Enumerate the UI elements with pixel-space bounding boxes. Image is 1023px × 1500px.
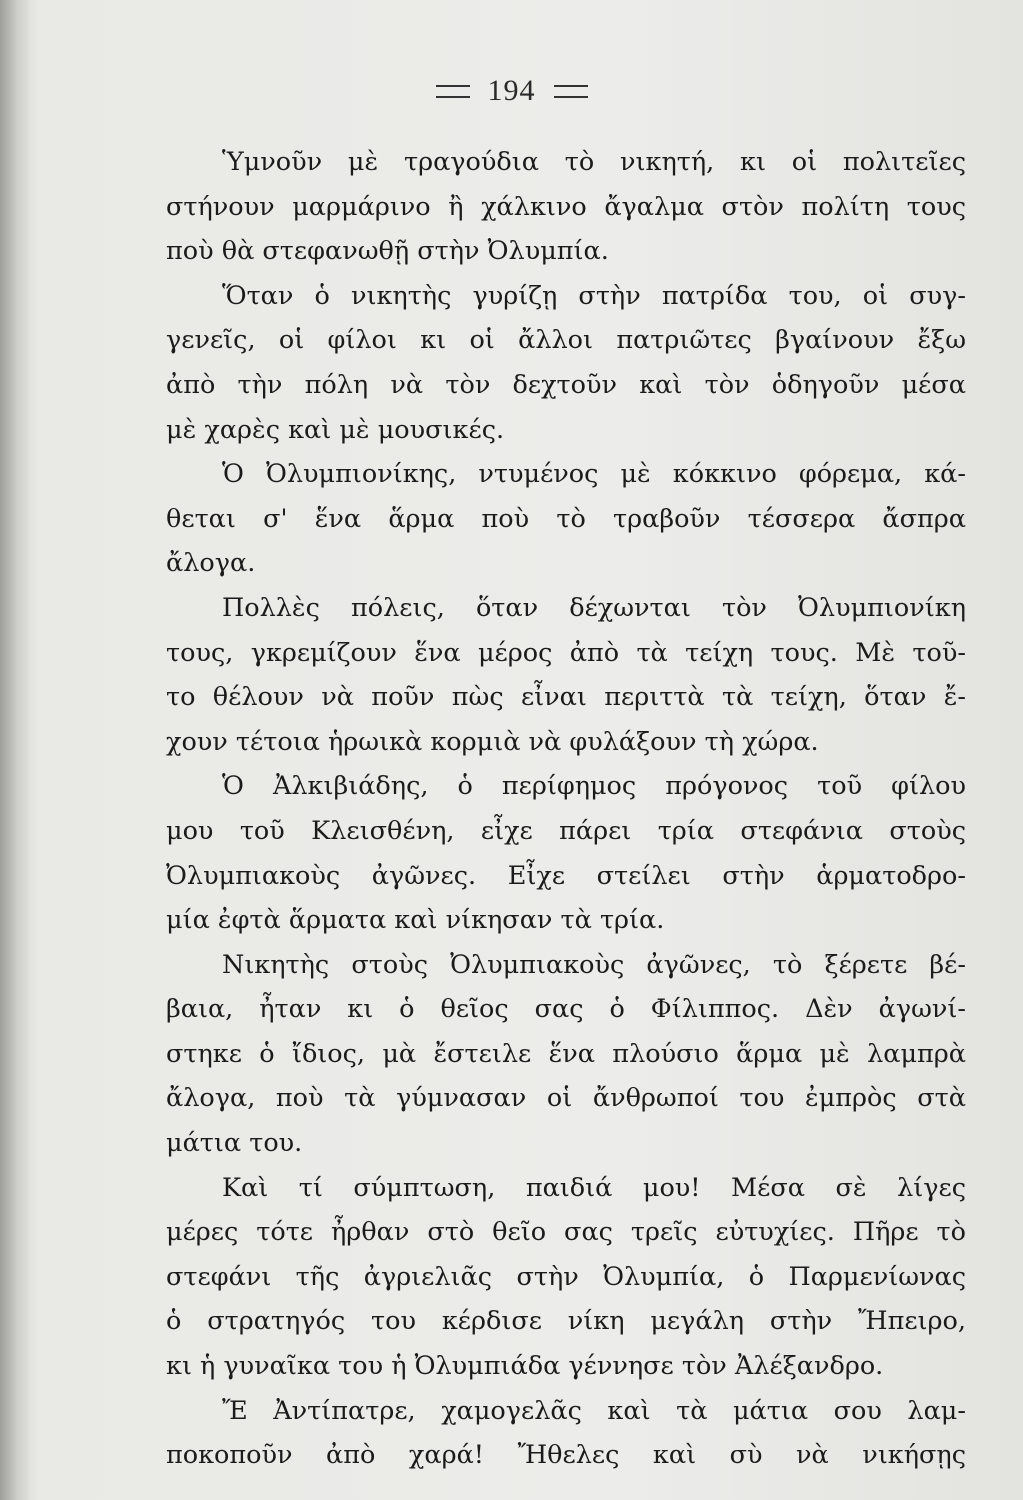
text-line: μου τοῦ Κλεισθένη, εἶχε πάρει τρία στεφάνια στοὺς	[166, 815, 966, 846]
text-line: Ὁ Ἀλκιβιάδης, ὁ περίφημος πρόγονος τοῦ φίλου	[222, 771, 966, 802]
text-line: χουν τέτοια ἡρωικὰ κορμιὰ νὰ φυλάξουν τὴ χώρα.	[166, 726, 819, 757]
page-number: 194	[487, 74, 536, 107]
text-line: Ὁ Ὀλυμπιονίκης, ντυμένος μὲ κόκκινο φόρεμα, κά-	[222, 459, 966, 490]
text-line: ποὺ θὰ στεφανωθῇ στὴν Ὀλυμπία.	[166, 236, 609, 267]
text-line: το θέλουν νὰ ποῦν πὼς εἶναι περιττὰ τὰ τείχη, ὅταν ἔ-	[166, 682, 966, 713]
double-rule-left	[436, 85, 470, 98]
text-line: Καὶ τί σύμπτωση, παιδιά μου! Μέσα σὲ λίγες	[222, 1172, 966, 1203]
text-line: Πολλὲς πόλεις, ὅταν δέχωνται τὸν Ὀλυμπιονίκη	[222, 592, 966, 623]
text-line: Ὀλυμπιακοὺς ἀγῶνες. Εἶχε στείλει στὴν ἁρματοδρο-	[166, 860, 966, 891]
text-line: στεφάνι τῆς ἀγριελιᾶς στὴν Ὀλυμπία, ὁ Παρμενίωνας	[166, 1261, 966, 1292]
text-line: ἄλογα, ποὺ τὰ γύμνασαν οἱ ἄνθρωποί του ἐμπρὸς στὰ	[166, 1083, 966, 1114]
text-line: μέρες τότε ἦρθαν στὸ θεῖο σας τρεῖς εὐτυχίες. Πῆρε τὸ	[166, 1217, 966, 1248]
text-line: ἀπὸ τὴν πόλη νὰ τὸν δεχτοῦν καὶ τὸν ὁδηγοῦν μέσα	[166, 369, 966, 400]
body-text	[166, 140, 966, 1478]
text-line: γενεῖς, οἱ φίλοι κι οἱ ἄλλοι πατριῶτες βγαίνουν ἔξω	[166, 325, 966, 356]
double-rule-right	[554, 85, 588, 98]
text-line: Ὅταν ὁ νικητὴς γυρίζῃ στὴν πατρίδα του, οἱ συγ-	[222, 280, 966, 311]
text-line: βαια, ἦταν κι ὁ θεῖος σας ὁ Φίλιππος. Δὲν ἀγωνί-	[166, 994, 966, 1025]
text-line: μὲ χαρὲς καὶ μὲ μουσικές.	[166, 414, 505, 445]
text-line: Ἔ Ἀντίπατρε, χαμογελᾶς καὶ τὰ μάτια σου λαμ-	[222, 1395, 966, 1426]
text-line: κι ἡ γυναῖκα του ἡ Ὀλυμπιάδα γέννησε τὸν Ἀλέξανδρο.	[166, 1351, 884, 1382]
text-line: τους, γκρεμίζουν ἕνα μέρος ἀπὸ τὰ τείχη τους. Μὲ τοῦ-	[166, 637, 966, 668]
text-line: Ὑμνοῦν μὲ τραγούδια τὸ νικητή, κι οἱ πολιτεῖες	[222, 147, 966, 177]
text-line: μία ἐφτὰ ἅρματα καὶ νίκησαν τὰ τρία.	[166, 905, 665, 936]
binding-gutter-shadow	[0, 0, 30, 1500]
text-line: ποκοποῦν ἀπὸ χαρά! Ἤθελες καὶ σὺ νὰ νικήσῃς	[166, 1440, 966, 1471]
text-line: θεται σ' ἕνα ἅρμα ποὺ τὸ τραβοῦν τέσσερα ἄσπρα	[166, 503, 966, 534]
text-line: ὁ στρατηγός του κέρδισε νίκη μεγάλη στὴν Ἤπειρο,	[166, 1306, 966, 1337]
text-line: στηκε ὁ ἴδιος, μὰ ἔστειλε ἕνα πλούσιο ἅρμα μὲ λαμπρὰ	[166, 1038, 966, 1069]
text-line: στήνουν μαρμάρινο ἢ χάλκινο ἄγαλμα στὸν πολίτη τους	[166, 191, 966, 222]
text-line: μάτια του.	[166, 1128, 303, 1159]
page-number-header	[0, 74, 1023, 108]
text-line: ἄλογα.	[166, 548, 256, 579]
text-line: Νικητὴς στοὺς Ὀλυμπιακοὺς ἀγῶνες, τὸ ξέρετε βέ-	[222, 949, 966, 980]
